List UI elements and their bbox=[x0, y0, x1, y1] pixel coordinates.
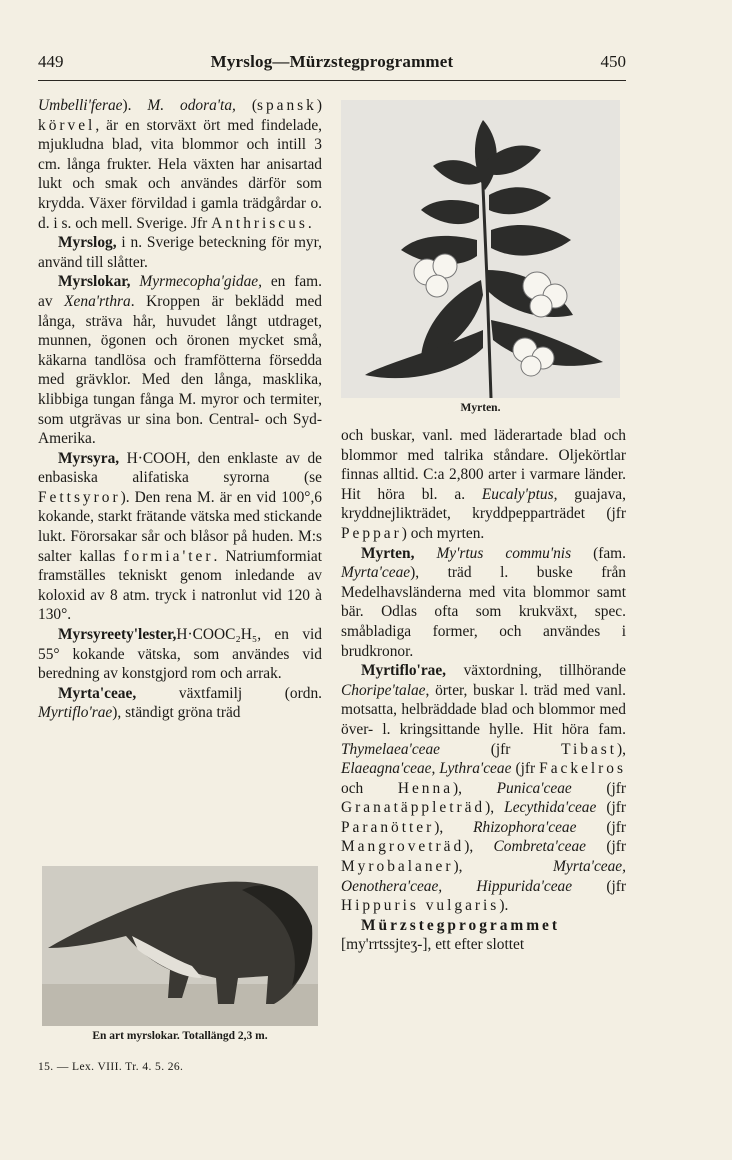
entry-text: ), bbox=[617, 740, 626, 758]
text-spaced: Anthriscus bbox=[211, 214, 308, 232]
myrtle-plant-image bbox=[341, 100, 620, 398]
entry-myrsyreetylester bbox=[38, 625, 322, 684]
entry-text: (jfr bbox=[576, 818, 627, 836]
entry-text: ), bbox=[464, 838, 494, 856]
text: ). bbox=[122, 97, 148, 114]
entry-text: ). Den rena M. är en vid 100°,6 kokande, starkt frätande vätska med stickande lukt. Förorsakar sår och blåsor på huden. M:s salter kallas bbox=[38, 488, 322, 565]
page-number-left: 449 bbox=[38, 52, 64, 71]
text: , är en storväxt ört med findelade, mjukludna blad, vita blommor och intill 3 cm. långa frukter. Hela växten har anisartad lukt och smak och användes därför som krydda. Växer förvildad i gamla trädgårdar o. d. i s. och mell. Sverige. Jfr bbox=[38, 116, 322, 232]
entry-myrtiflorae bbox=[341, 661, 626, 916]
text-italic: Elaeagna'ceae, Lythra'ceae bbox=[341, 760, 512, 778]
entry-text: H·COOH, den enklaste av de enbasiska alifatiska syrorna (se bbox=[38, 449, 322, 487]
text-italic: Myrta'ceae, Oenothera'ceae, Hippurida'ceae bbox=[341, 858, 626, 895]
text-italic: Myrtiflo'rae bbox=[38, 704, 113, 722]
entry-headword: Mürzstegprogrammet bbox=[361, 916, 561, 934]
text-italic: Choripe'talae bbox=[341, 681, 426, 699]
entry-text: (jfr bbox=[596, 799, 627, 817]
anteater-caption: En art myrslokar. Totallängd 2,3 m. bbox=[92, 1030, 268, 1042]
text-italic: Umbelli'ferae bbox=[38, 97, 123, 114]
entry-text: ). bbox=[499, 897, 509, 915]
entry-text: guajava, kryddnejlikträdet, kryddpepparträdet (jfr bbox=[341, 485, 626, 523]
entry-text: och buskar, vanl. med läderartade blad och blommor med talrika ståndare. Oljekörtlar finnas alltid. C:a 2,800 arter i varmare länder. Hit höra bl. a. bbox=[341, 427, 626, 503]
text-spaced: körvel bbox=[38, 116, 96, 134]
right-column bbox=[341, 426, 626, 955]
entry-text: (fam. bbox=[571, 544, 626, 562]
entry-myrslog bbox=[38, 233, 322, 272]
entry-text: ), träd l. buske från Medelhavsländerna med vita blommor samt bär. Odlas ofta som krukväxt, spec. småbladiga former, och användes i brudkronor. bbox=[341, 564, 626, 660]
printer-signature: 15. — Lex. VIII. Tr. 4. 5. 26. bbox=[38, 1061, 184, 1073]
text-italic: Rhizophora'ceae bbox=[473, 818, 577, 836]
anteater-photo bbox=[42, 866, 318, 1026]
text: ( bbox=[251, 97, 257, 114]
text-spaced: Peppar bbox=[341, 524, 402, 542]
entry-text: (jfr bbox=[440, 740, 562, 758]
text-italic: My'rtus commu'nis bbox=[436, 544, 572, 562]
entry-text: , örter, buskar l. träd med vanl. motsatta, helbräddade blad och blommor med över- l. kringsittande hylle. Hit höra fam. bbox=[341, 681, 626, 738]
text-spaced: Fackelros bbox=[539, 760, 626, 778]
entry-text: en fam. av bbox=[38, 273, 322, 310]
text-italic: Punica'ceae bbox=[496, 779, 572, 797]
text: . bbox=[307, 214, 312, 232]
entry-text: (jfr bbox=[572, 877, 626, 895]
entry-text: och bbox=[341, 779, 398, 797]
entry-continuation bbox=[341, 426, 626, 544]
entry-headword: Myrslokar, bbox=[58, 273, 131, 291]
text-italic: Myrta'ceae bbox=[341, 564, 411, 582]
entry-myrsyra bbox=[38, 449, 322, 625]
entry-myrslokar bbox=[38, 272, 322, 448]
entry-text: (jfr bbox=[586, 838, 626, 856]
text-spaced: Fettsyror bbox=[38, 488, 121, 506]
entry-myrten bbox=[341, 544, 626, 662]
entry-murzstegprogrammet bbox=[341, 916, 626, 955]
entry-text: ), bbox=[453, 779, 497, 797]
text-spaced: Granatäppleträd bbox=[341, 799, 486, 817]
entry-headword: Myrsyreety'lester, bbox=[58, 626, 177, 644]
entry-continuation bbox=[38, 96, 322, 233]
text-spaced: Paranötter bbox=[341, 818, 435, 836]
text-italic: Lecythida'ceae bbox=[504, 799, 597, 817]
entry-text: . Natriumformiat framställes tekniskt genom inledande av koloxid av 8 atm. tryck i natronlut vid 120 à 130°. bbox=[38, 547, 322, 624]
left-column bbox=[38, 96, 322, 723]
entry-text: ), bbox=[485, 799, 505, 817]
text-italic: M. odora'ta, bbox=[147, 97, 236, 114]
entry-headword: Myrten, bbox=[361, 544, 415, 562]
text-spaced: Tibast bbox=[561, 740, 618, 758]
text-spaced: spansk bbox=[256, 97, 317, 114]
text-italic: Myrmecopha'gidae, bbox=[139, 273, 262, 291]
page-number-right: 450 bbox=[600, 52, 626, 71]
myrtle-illustration bbox=[341, 100, 620, 398]
text-spaced: Mangroveträd bbox=[341, 838, 465, 856]
text-italic: Combreta'ceae bbox=[493, 838, 586, 856]
header-rule bbox=[38, 80, 626, 81]
entry-myrtaceae bbox=[38, 684, 322, 723]
entry-text: ), bbox=[453, 858, 554, 876]
text-italic: Thymelaea'ceae bbox=[341, 740, 441, 758]
page-header bbox=[38, 52, 626, 76]
text-italic: Eucaly'ptus, bbox=[481, 485, 558, 503]
entry-text: (jfr bbox=[571, 779, 626, 797]
entry-text: ), bbox=[434, 818, 474, 836]
text: ) bbox=[316, 97, 322, 114]
entry-headword: Myrta'ceae, bbox=[58, 684, 137, 702]
entry-headword: Myrtiflo'rae, bbox=[361, 662, 447, 680]
text-spaced: Hippuris vulgaris bbox=[341, 897, 500, 915]
text-spaced: formia'ter bbox=[123, 547, 214, 565]
entry-text: ), ständigt gröna träd bbox=[112, 704, 241, 722]
entry-headword: Myrsyra, bbox=[58, 449, 120, 467]
entry-text: växtordning, tillhörande bbox=[446, 662, 626, 680]
text-spaced: Myrobalaner bbox=[341, 858, 454, 876]
entry-text: [my'rrtssjteʒ-], ett efter slottet bbox=[341, 936, 525, 954]
entry-text: ) och myrten. bbox=[401, 524, 485, 542]
text-spaced: Henna bbox=[397, 779, 454, 797]
entry-text: växtfamilj (ordn. bbox=[136, 684, 322, 702]
entry-text: (jfr bbox=[511, 760, 540, 778]
entry-text: H·COOC₂H₅, en vid 55° kokande vätska, som användes vid beredning av konstgjord rom och arrak. bbox=[38, 626, 322, 683]
anteater-image bbox=[42, 866, 318, 1026]
entry-text: i n. Sverige beteckning för myr, använd till slåtter. bbox=[38, 234, 322, 271]
text-italic: Xena'rthra bbox=[64, 292, 131, 310]
running-title: Myrslog—Mürzstegprogrammet bbox=[210, 52, 454, 71]
entry-headword: Myrslog, bbox=[58, 234, 117, 252]
entry-text: . Kroppen är beklädd med långa, sträva hår, huvudet långt utdraget, munnen, ögonen och öronen mycket små, käkarna tandlösa och framfötterna försedda med grävklor. Med den långa, masklika, klibbiga tungan fånga M. myror och termiter, som utgrävas ur sina bon. Central- och Syd-Amerika. bbox=[38, 292, 323, 448]
myrtle-caption: Myrten. bbox=[460, 402, 501, 414]
